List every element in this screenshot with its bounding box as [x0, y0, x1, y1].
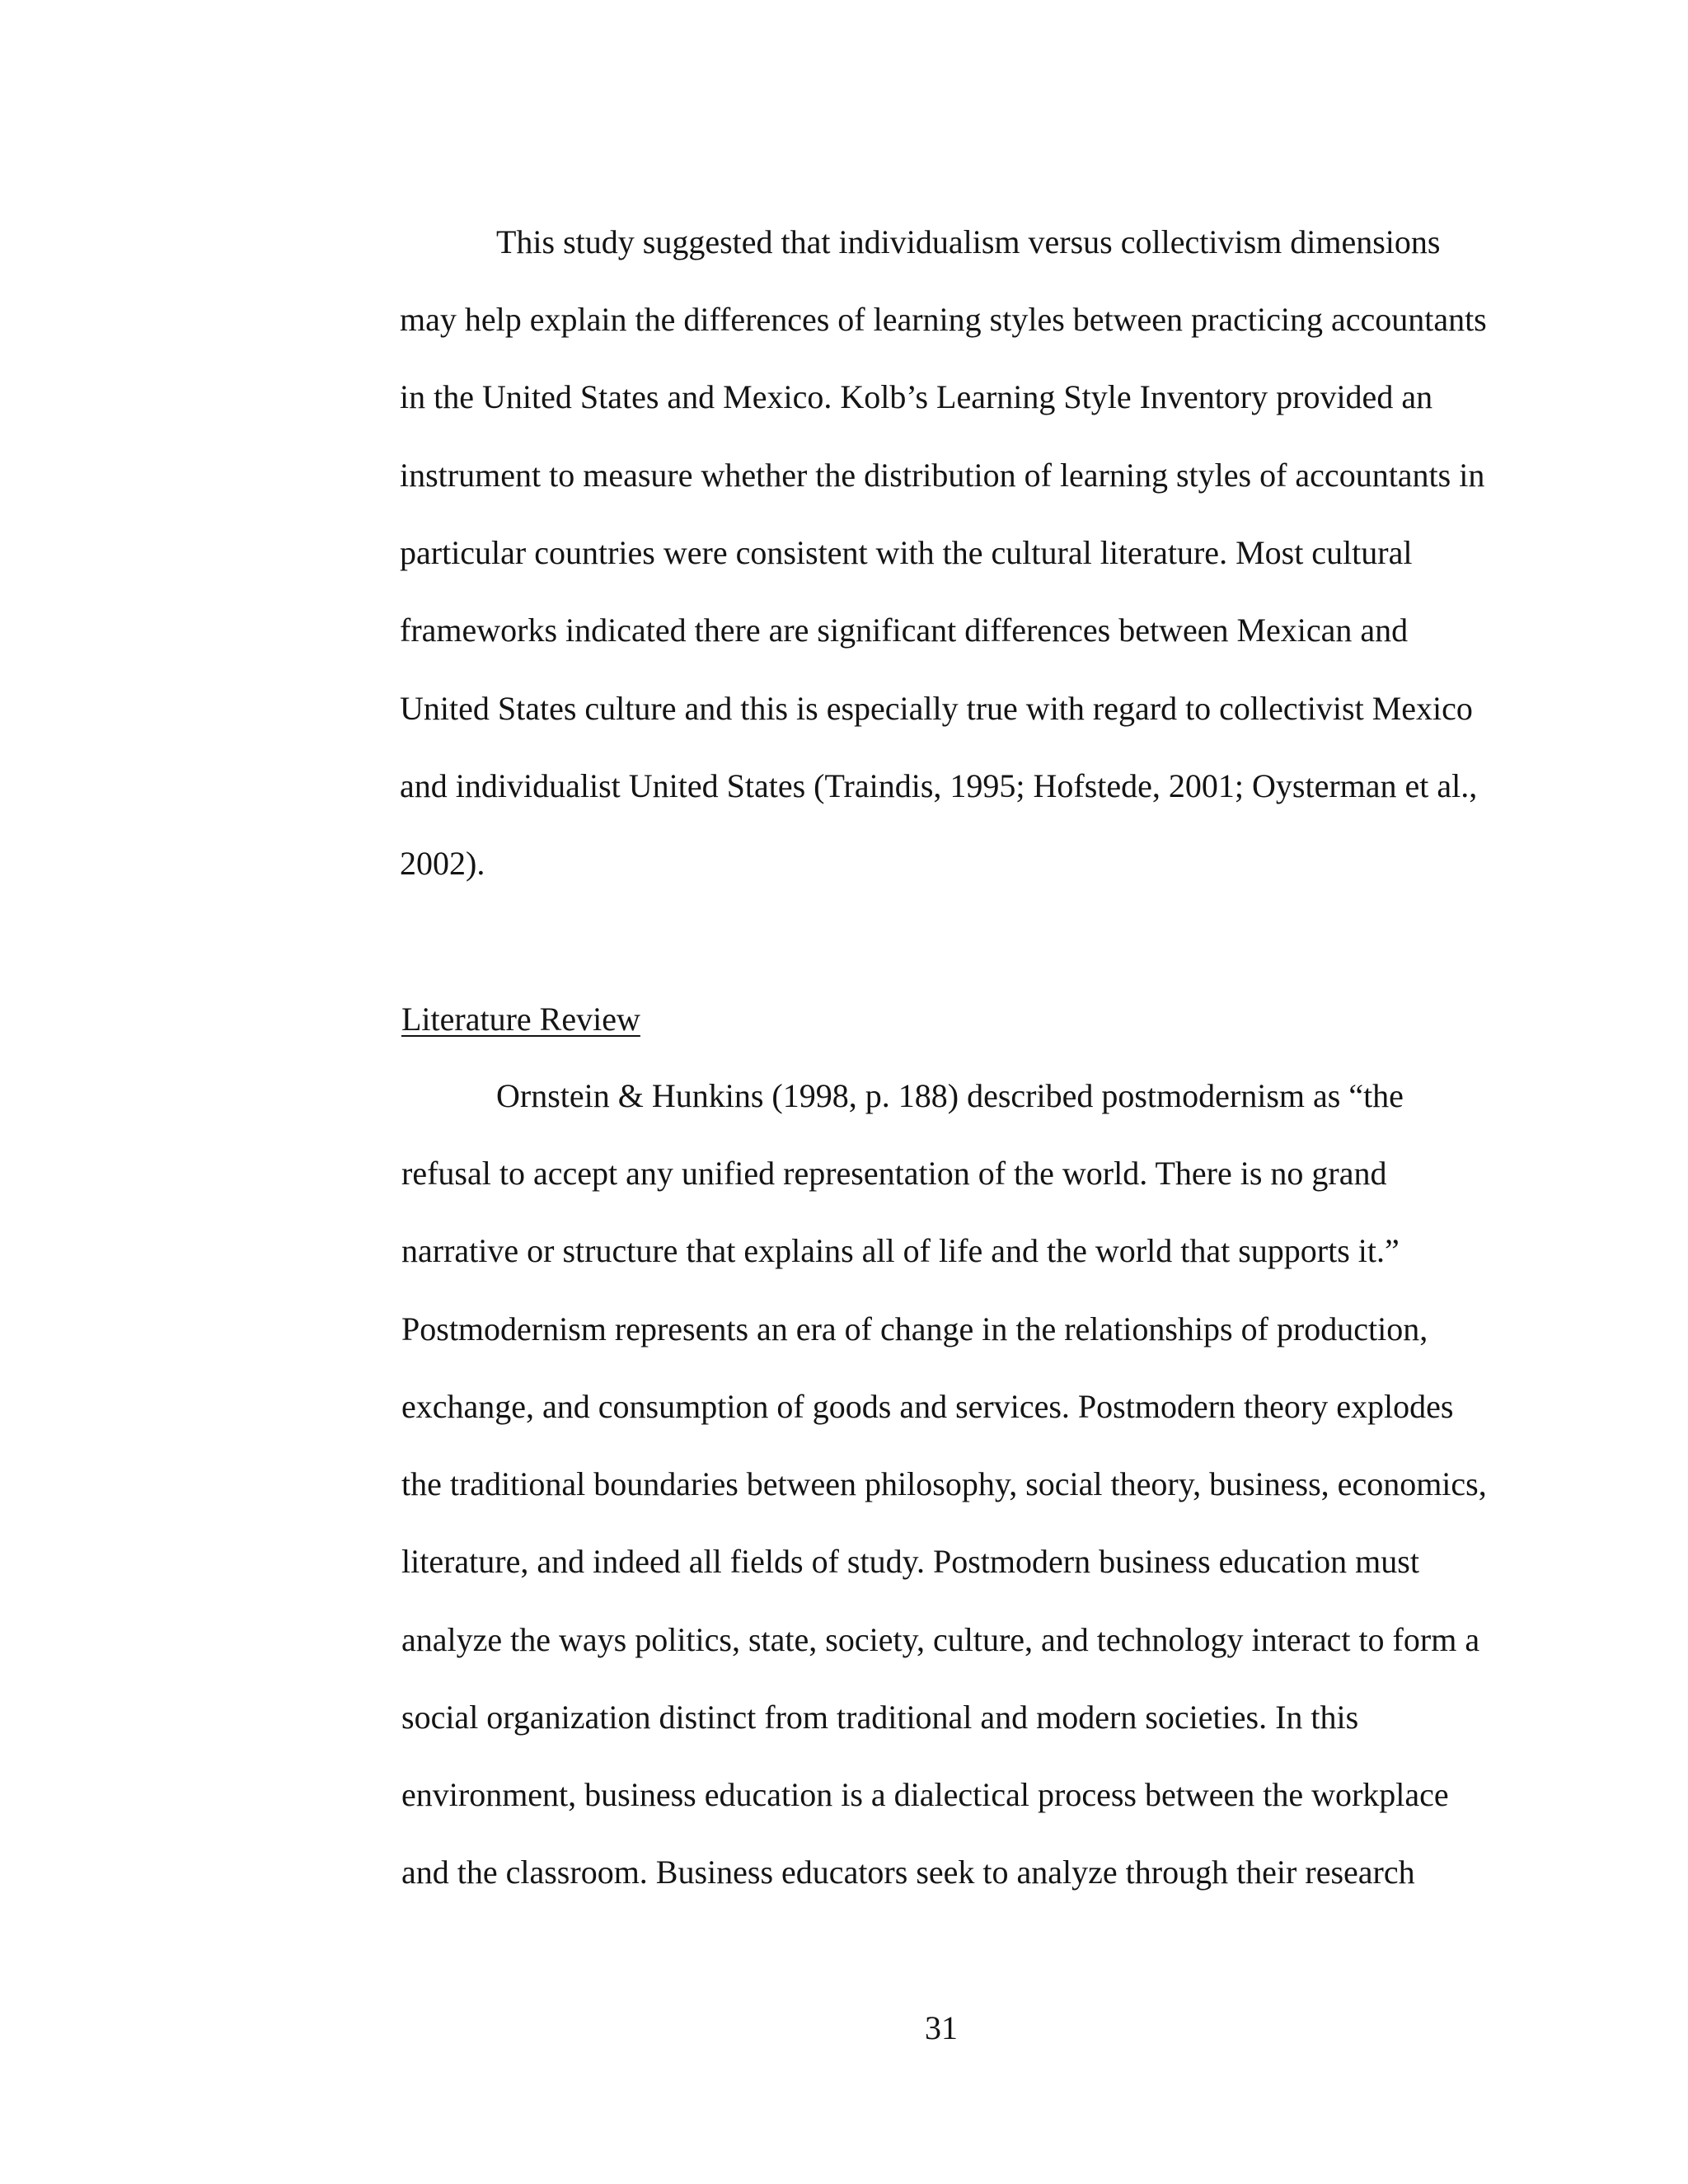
paragraph-1-line-6: frameworks indicated there are significant differences between Mexican and: [400, 612, 1409, 649]
paragraph-1-line-9: 2002).: [400, 845, 485, 882]
paragraph-2-line-10: environment, business education is a dialectical process between the workplace: [401, 1776, 1449, 1813]
paragraph-2-line-8: analyze the ways politics, state, society, culture, and technology interact to form a: [401, 1621, 1480, 1658]
paragraph-2-line-5: exchange, and consumption of goods and services. Postmodern theory explodes: [401, 1388, 1454, 1425]
paragraph-1-line-1: This study suggested that individualism versus collectivism dimensions: [496, 223, 1441, 260]
paragraph-2-line-9: social organization distinct from traditional and modern societies. In this: [401, 1699, 1359, 1736]
page-number: 31: [925, 2009, 958, 2046]
paragraph-2-line-11: and the classroom. Business educators seek to analyze through their research: [401, 1854, 1415, 1891]
paragraph-2-line-2: refusal to accept any unified representation of the world. There is no grand: [401, 1155, 1387, 1192]
paragraph-1-line-7: United States culture and this is especially true with regard to collectivist Mexico: [400, 690, 1473, 727]
paragraph-1-line-4: instrument to measure whether the distribution of learning styles of accountants in: [400, 457, 1485, 494]
paragraph-2-line-7: literature, and indeed all fields of study. Postmodern business education must: [401, 1543, 1419, 1580]
paragraph-1-line-2: may help explain the differences of learning styles between practicing accountants: [400, 301, 1487, 338]
paragraph-2-line-3: narrative or structure that explains all of life and the world that supports it.”: [401, 1232, 1400, 1269]
paragraph-1-line-5: particular countries were consistent with the cultural literature. Most cultural: [400, 534, 1413, 571]
paragraph-2-line-4: Postmodernism represents an era of change in the relationships of production,: [401, 1310, 1428, 1347]
section-heading: Literature Review: [401, 1001, 640, 1038]
paragraph-2-line-1: Ornstein & Hunkins (1998, p. 188) described postmodernism as “the: [496, 1077, 1404, 1114]
paragraph-1-line-8: and individualist United States (Traindis, 1995; Hofstede, 2001; Oysterman et al.,: [400, 767, 1478, 804]
paragraph-2-line-6: the traditional boundaries between philosophy, social theory, business, economics,: [401, 1465, 1487, 1502]
paragraph-1-line-3: in the United States and Mexico. Kolb’s Learning Style Inventory provided an: [400, 378, 1433, 415]
